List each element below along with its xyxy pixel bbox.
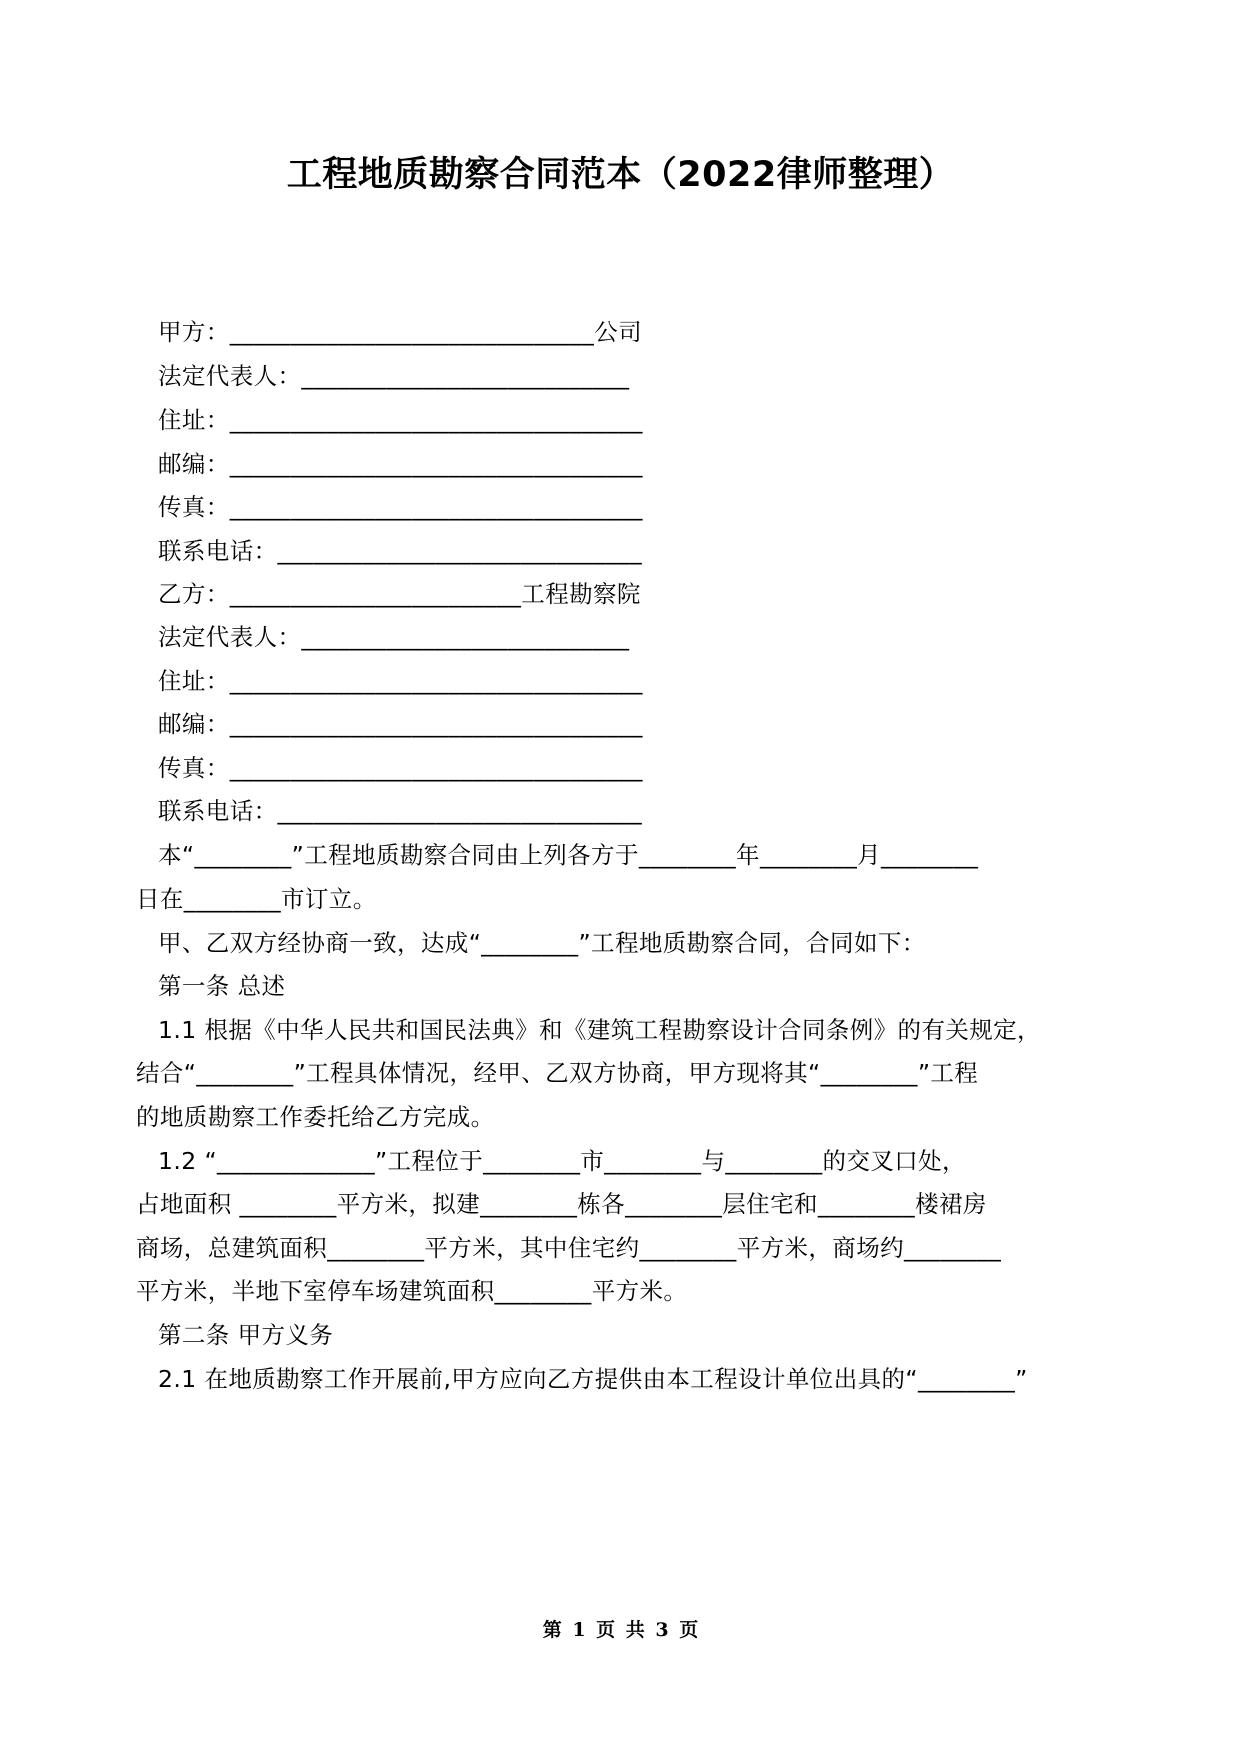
party-a-phone: 联系电话：______________________________ [158,537,642,565]
party-a-legal-rep: 法定代表人：___________________________ [158,362,630,390]
paragraph-line: 平方米，半地下室停车场建筑面积________平方米。 [136,1277,688,1305]
paragraph-line: 结合“________”工程具体情况，经甲、乙双方协商，甲方现将其“________”工程 [136,1059,979,1087]
document-title: 工程地质勘察合同范本（2022律师整理） [286,155,955,195]
party-b-phone: 联系电话：______________________________ [158,797,642,825]
party-a-address: 住址：__________________________________ [158,406,643,434]
party-b-address: 住址：__________________________________ [158,667,643,695]
party-a-name: 甲方：______________________________公司 [158,318,642,346]
party-b-postcode: 邮编：__________________________________ [158,710,643,738]
paragraph-line: 商场，总建筑面积________平方米，其中住宅约________平方米，商场约________ [136,1234,1002,1262]
party-b-fax: 传真：__________________________________ [158,754,643,782]
paragraph-line: 甲、乙双方经协商一致，达成“________”工程地质勘察合同，合同如下： [158,929,926,957]
party-b-legal-rep: 法定代表人：___________________________ [158,623,630,651]
party-a-fax: 传真：__________________________________ [158,493,643,521]
paragraph-line: 2.1 在地质勘察工作开展前,甲方应向乙方提供由本工程设计单位出具的“________” [158,1365,1028,1393]
party-a-postcode: 邮编：__________________________________ [158,450,643,478]
paragraph-line: 本“________”工程地质勘察合同由上列各方于________年________月________ [158,841,979,869]
paragraph-line: 日在________市订立。 [136,885,377,913]
paragraph-line: 的地质勘察工作委托给乙方完成。 [136,1103,495,1131]
paragraph-line: 占地面积 ________平方米，拟建________栋各________层住宅和________楼裙房 [136,1190,987,1218]
page-footer: 第 1 页 共 3 页 [542,1619,699,1641]
paragraph-line: 1.2 “_____________”工程位于________市________与________的交叉口处， [158,1147,966,1175]
party-b-name: 乙方：________________________工程勘察院 [158,580,641,608]
paragraph-line: 1.1 根据《中华人民共和国民法典》和《建筑工程勘察设计合同条例》的有关规定， [158,1016,1041,1044]
section-heading: 第一条 总述 [158,972,286,1000]
section-heading: 第二条 甲方义务 [158,1321,334,1349]
